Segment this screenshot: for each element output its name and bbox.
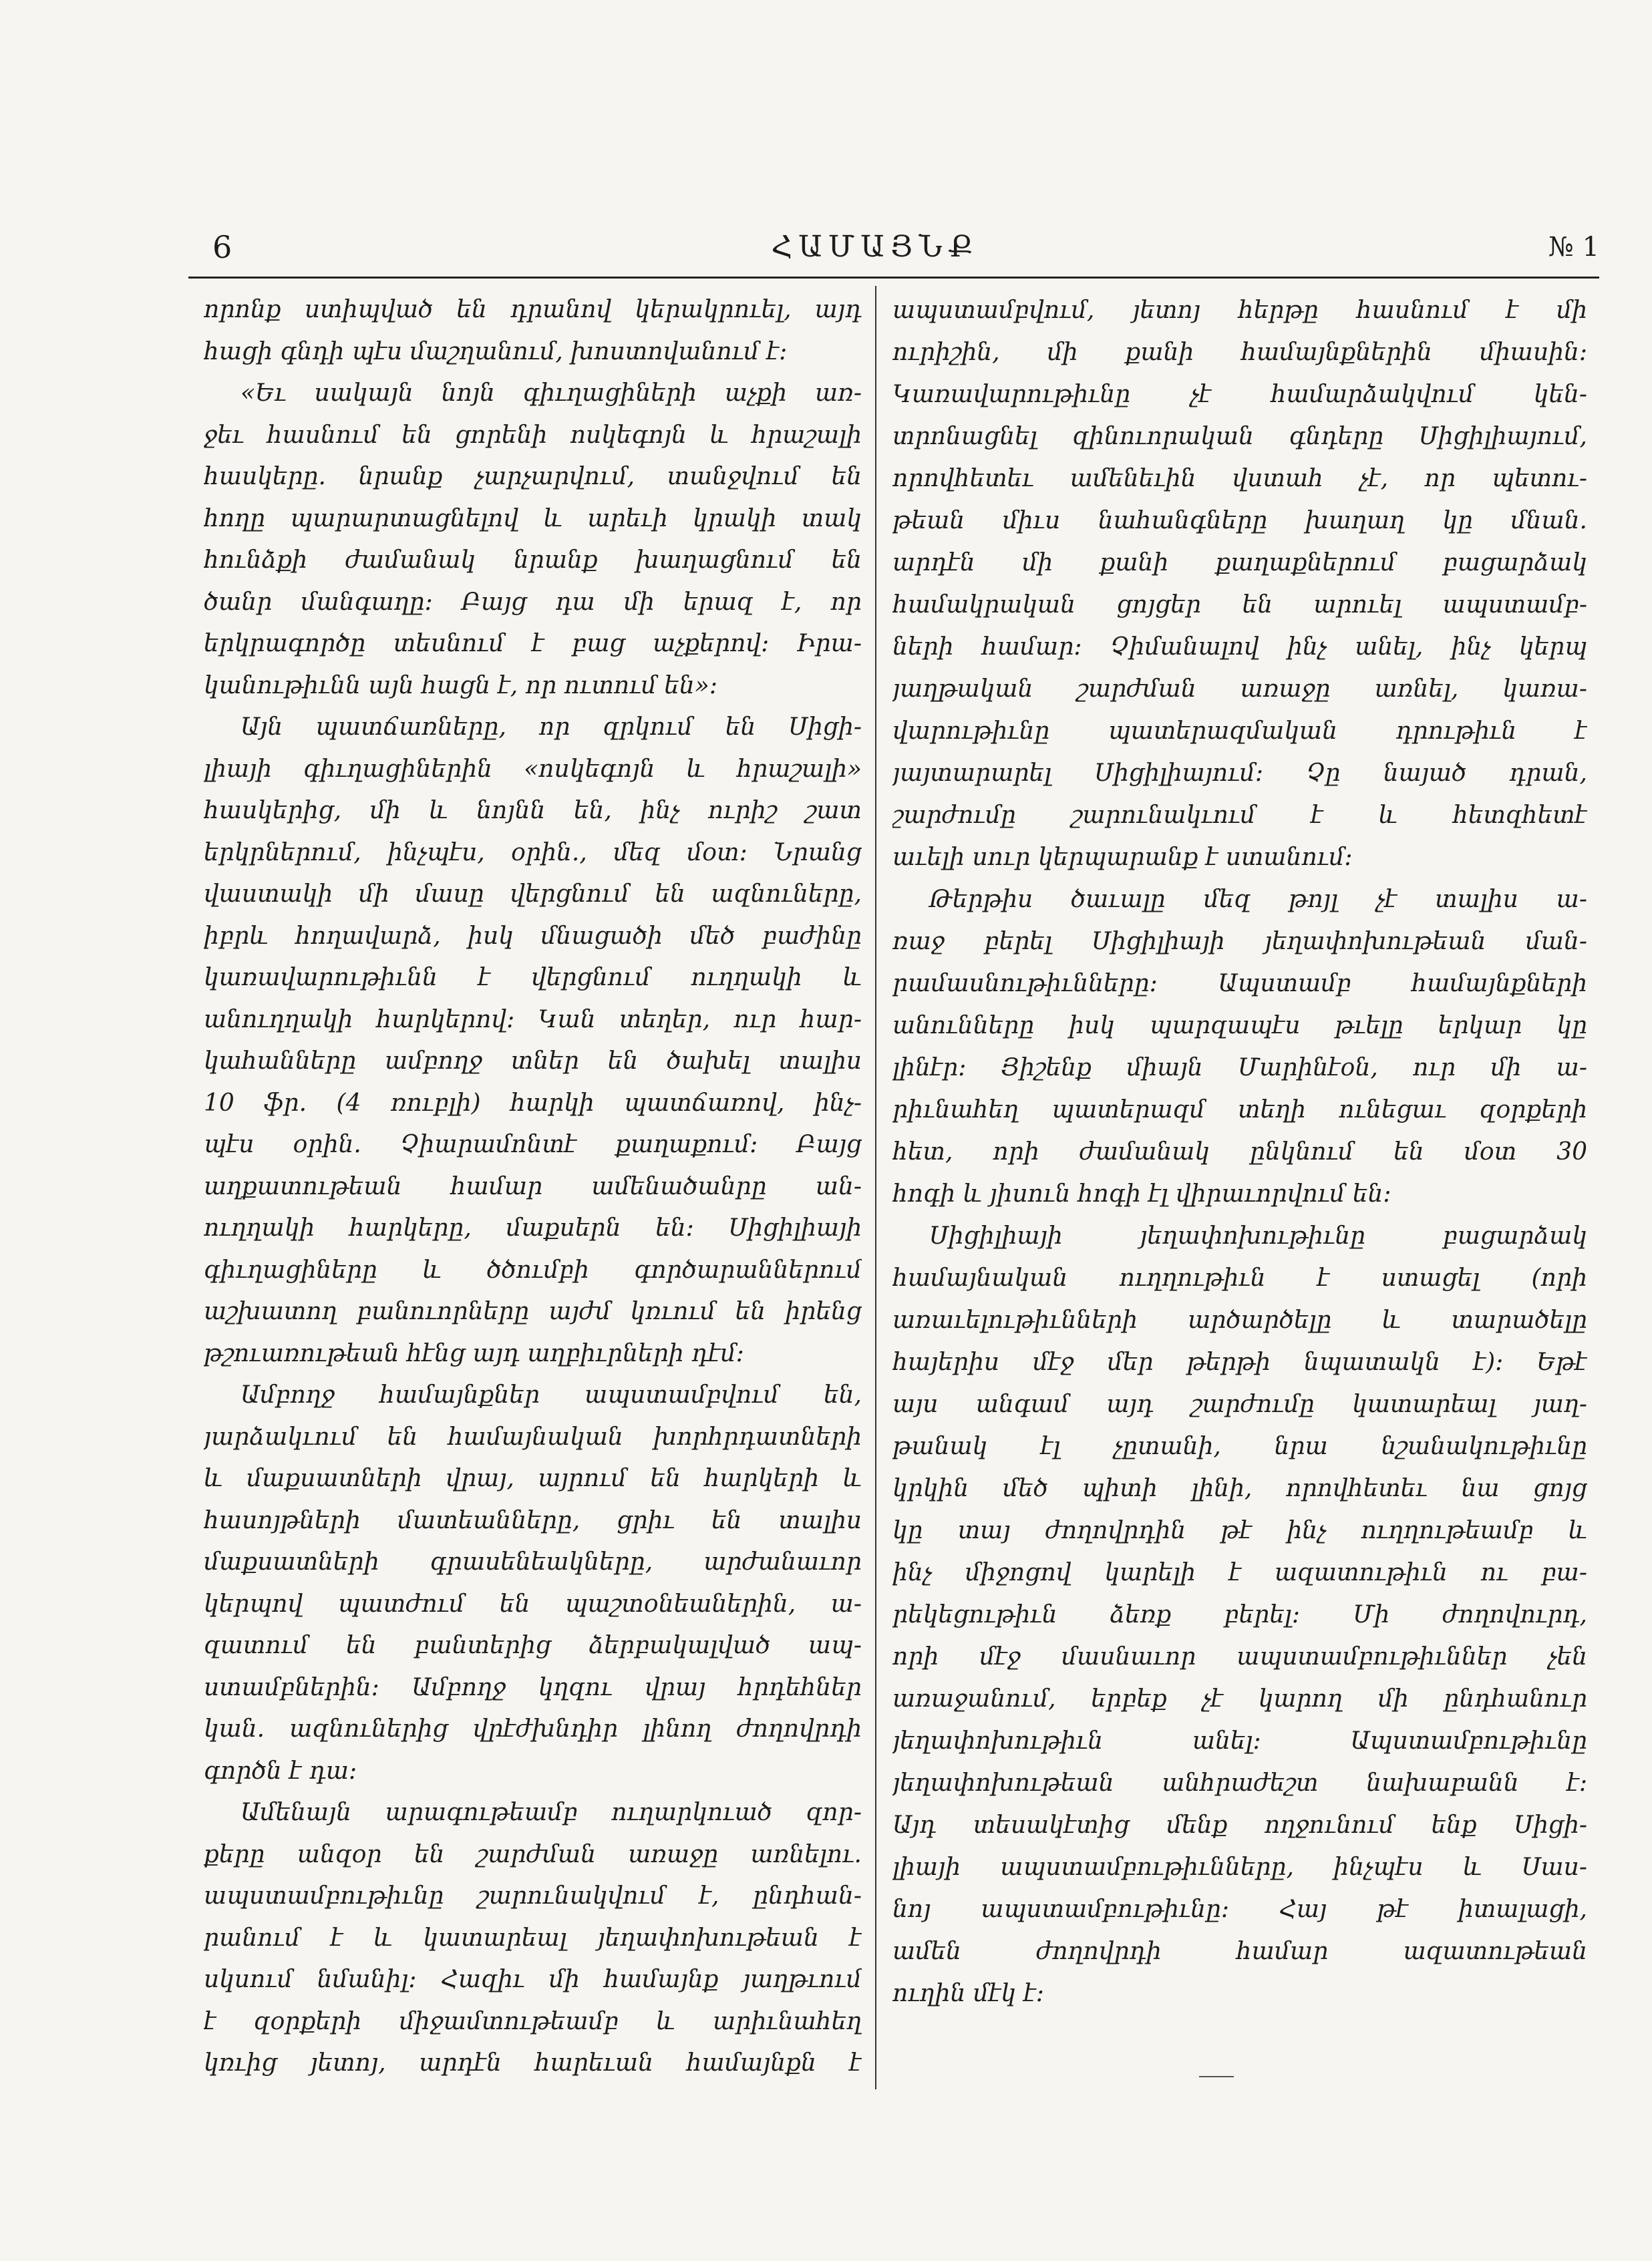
- text-line: ապստամբվում, յետոյ հերթը հասնում է մի: [892, 297, 1587, 324]
- text-line: որի մէջ մասնաւոր ապստամբութիւններ չեն: [892, 1643, 1587, 1671]
- text-line: կերպով պատժում են պաշտօնեաներին, ա-: [204, 1590, 862, 1618]
- text-line: Ամբողջ համայնքներ ապստամբվում են,: [240, 1381, 862, 1409]
- text-line: ստամբներին: Ամբողջ կղզու վրայ հրդեհներ: [204, 1673, 862, 1701]
- text-line: արդէն մի քանի քաղաքներում բացարձակ: [892, 549, 1587, 576]
- text-line: ուղին մէկ է:: [892, 1980, 1044, 2007]
- text-line: հասոյթների մատեանները, ցրիւ են տալիս: [204, 1506, 862, 1534]
- page-number: 6: [212, 229, 232, 265]
- paragraph: [892, 878, 1587, 1215]
- text-line: համակրական ցոյցեր են արուել ապստամբ-: [892, 591, 1587, 619]
- text-line: հողը պարարտացնելով և արեւի կրակի տակ: [204, 504, 862, 532]
- text-line: թանակ էլ չըտանի, նրա նշանակութիւնը: [892, 1433, 1587, 1460]
- paragraph: [204, 1792, 862, 2085]
- text-line: հունձքի ժամանակ նրանք խաղացնում են: [204, 546, 862, 574]
- text-line: անունները իսկ պարզապէս թւելը երկար կը: [892, 1012, 1587, 1039]
- text-line: առաջանում, երբեք չէ կարող մի ընդհանուր: [892, 1685, 1587, 1713]
- text-line: ռաջ բերել Սիցիլիայի յեղափոխութեան ման-: [892, 928, 1587, 955]
- paragraph: [204, 289, 862, 373]
- text-line: րիւնահեղ պատերազմ տեղի ունեցաւ զօրքերի: [892, 1096, 1587, 1123]
- text-line: աշխատող բանուորները այժմ կռւում են իրենց: [204, 1298, 862, 1325]
- text-line: երկրներում, ինչպէս, օրին., մեզ մօտ: Նրանց: [204, 838, 862, 866]
- text-line: առաւելութիւնների արծարծելը և տարածելը: [892, 1307, 1587, 1334]
- text-line: ապստամբութիւնը շարունակվում է, ընդհան-: [204, 1882, 862, 1910]
- paragraph: [204, 373, 862, 707]
- issue-number: № 1: [1548, 232, 1600, 263]
- text-line: թշուառութեան հէնց այդ աղբիւրների դէմ:: [204, 1339, 744, 1367]
- text-line: «Եւ սակայն նոյն գիւղացիների աչքի առ-: [240, 379, 862, 407]
- text-line: Այն պատճառները, որ զրկում են Սիցի-: [240, 713, 862, 741]
- text-line: ծանր մանգաղը: Բայց դա մի երազ է, որ: [204, 588, 862, 616]
- text-line: հացի գնդի պէս մաշղանում, խոստովանում է:: [204, 337, 788, 365]
- text-line: ուրիշին, մի քանի համայնքներին միասին:: [892, 339, 1587, 366]
- text-line: հայերիս մէջ մեր թերթի նպատակն է): Եթէ: [892, 1349, 1587, 1376]
- text-line: պէս օրին. Չիարամոնտէ քաղաքում: Բայց: [204, 1131, 862, 1158]
- text-line: կան. ազնուներից վրէժխնդիր լինող ժողովրդի: [204, 1715, 862, 1743]
- text-line: Ամենայն արագութեամբ ուղարկուած զոր-: [240, 1799, 862, 1826]
- text-line: ինչ միջոցով կարելի է ազատութիւն ու բա-: [892, 1559, 1587, 1586]
- text-line: համայնական ուղղութիւն է ստացել (որի: [892, 1264, 1587, 1292]
- text-line: Այդ տեսակէտից մենք ողջունում ենք Սիցի-: [892, 1811, 1587, 1839]
- end-mark: [1199, 2076, 1234, 2077]
- text-line: անուղղակի հարկերով: Կան տեղեր, ուր հար-: [204, 1005, 862, 1033]
- text-line: կրկին մեծ պիտի լինի, որովհետեւ նա ցոյց: [892, 1475, 1587, 1502]
- text-line: շարժումը շարունակւում է և հետզհետէ: [892, 802, 1587, 829]
- text-line: մաքսատների գրասենեակները, արժանաւոր: [204, 1548, 862, 1576]
- text-line: լիայի ապստամբութիւնները, ինչպէս և Սաս-: [892, 1854, 1587, 1881]
- text-line: րանում է և կատարեալ յեղափոխութեան է: [204, 1924, 862, 1952]
- text-line: լինէր: Յիշենք միայն Մարինէօն, ուր մի ա-: [892, 1054, 1587, 1081]
- paragraph: [892, 1215, 1587, 2015]
- text-line: րեկեցութիւն ձեռք բերել: Մի ժողովուրդ,: [892, 1601, 1587, 1628]
- header-rule: [188, 277, 1599, 279]
- paragraph: [892, 289, 1587, 878]
- text-line: կահանները ամբողջ տներ են ծախել տալիս: [204, 1047, 862, 1075]
- text-line: այս անգամ այդ շարժումը կատարեալ յաղ-: [892, 1391, 1587, 1418]
- text-line: հասկերը. նրանք չարչարվում, տանջվում են: [204, 463, 862, 490]
- text-line: թեան միւս նահանգները խաղաղ կը մնան.: [892, 507, 1587, 534]
- text-line: երկրագործը տեսնում է բաց աչքերով: Իրա-: [204, 630, 862, 657]
- paragraph: [204, 707, 862, 1375]
- text-line: ուղղակի հարկերը, մաքսերն են: Սիցիլիայի: [204, 1214, 862, 1242]
- text-column-left: [204, 289, 862, 2085]
- text-line: յարձակւում են համայնական խորհրդատների: [204, 1423, 862, 1451]
- text-line: կառավարութիւնն է վերցնում ուղղակի և: [204, 964, 862, 991]
- text-line: հոգի և յիսուն հոգի էլ վիրաւորվում են:: [892, 1180, 1391, 1208]
- text-line: յաղթական շարժման առաջը առնել, կառա-: [892, 675, 1587, 703]
- text-line: Կառավարութիւնը չէ համարձակվում կեն-: [892, 381, 1587, 408]
- text-line: է զօրքերի միջամտութեամբ և արիւնահեղ: [204, 2007, 862, 2035]
- text-line: քերը անզօր են շարժման առաջը առնելու.: [204, 1840, 862, 1868]
- text-line: հասկերից, մի և նոյնն են, ինչ ուրիշ շատ: [204, 797, 862, 824]
- text-line: յեղափոխութեան անհրաժեշտ նախաբանն է:: [892, 1769, 1587, 1797]
- text-line: Թերթիս ծաւալը մեզ թոյլ չէ տալիս ա-: [929, 886, 1587, 913]
- text-line: որովհետեւ ամենեւին վստահ չէ, որ պետու-: [892, 465, 1587, 492]
- text-line: հետ, որի ժամանակ ընկնում են մօտ 30: [892, 1138, 1587, 1166]
- text-line: յեղափոխութիւն անել: Ապստամբութիւնը: [892, 1727, 1587, 1755]
- text-line: սկսում նմանիլ: Հազիւ մի համայնք յաղթւում: [204, 1966, 862, 1993]
- text-line: լիայի գիւղացիներին «ոսկեգոյն և հրաշալի»: [204, 755, 862, 783]
- text-line: գիւղացիները և ծծումբի գործարաններում: [204, 1256, 862, 1284]
- text-line: և մաքսատների վրայ, այրում են հարկերի և: [204, 1465, 862, 1492]
- text-line: վարութիւնը պատերազմական դրութիւն է: [892, 717, 1587, 745]
- text-line: աղքատութեան համար ամենածանրը ան-: [204, 1172, 862, 1200]
- page-title: ՀԱՄԱՅՆՔ: [771, 230, 979, 264]
- text-line: ամեն ժողովրդի համար ազատութեան: [892, 1938, 1587, 1965]
- text-line: ջեւ հասնում են ցորենի ոսկեգոյն և հրաշալի: [204, 421, 862, 449]
- text-line: որոնք ստիպված են դրանով կերակրուել, այդ: [204, 296, 862, 323]
- text-line: նոյ ապստամբութիւնը: Հայ թէ իտալացի,: [892, 1896, 1587, 1923]
- text-line: իբրև հողավարձ, իսկ մնացածի մեծ բաժինը: [204, 922, 862, 950]
- text-line: րամասնութիւնները: Ապստամբ համայնքների: [892, 970, 1587, 997]
- text-line: վաստակի մի մասը վերցնում են ազնուները,: [204, 880, 862, 908]
- text-line: կռւից յետոյ, արդէն հարեւան համայնքն է: [204, 2049, 862, 2077]
- text-line: աւելի սուր կերպարանք է ստանում:: [892, 844, 1353, 871]
- text-line: 10 ֆր. (4 ռուբլի) հարկի պատճառով, ինչ-: [204, 1089, 862, 1117]
- text-line: ների համար: Չիմանալով ինչ անել, ինչ կերպ: [892, 633, 1587, 661]
- text-line: Սիցիլիայի յեղափոխութիւնը բացարձակ: [929, 1222, 1587, 1250]
- text-line: յայտարարել Սիցիլիայում: Չը նայած դրան,: [892, 759, 1587, 787]
- column-divider: [875, 286, 876, 2089]
- paragraph: [204, 1375, 862, 1792]
- text-line: գործն է դա:: [204, 1757, 357, 1785]
- text-line: տրոնացնել զինուորական գնդերը Սիցիլիայում,: [892, 423, 1587, 450]
- text-column-right: [892, 289, 1587, 2015]
- text-line: կանութիւնն այն հացն է, որ ուտում են»:: [204, 671, 717, 699]
- text-line: կը տայ ժողովրդին թէ ինչ ուղղութեամբ և: [892, 1517, 1587, 1544]
- text-line: զատում են բանտերից ձերբակալված ապ-: [204, 1632, 862, 1659]
